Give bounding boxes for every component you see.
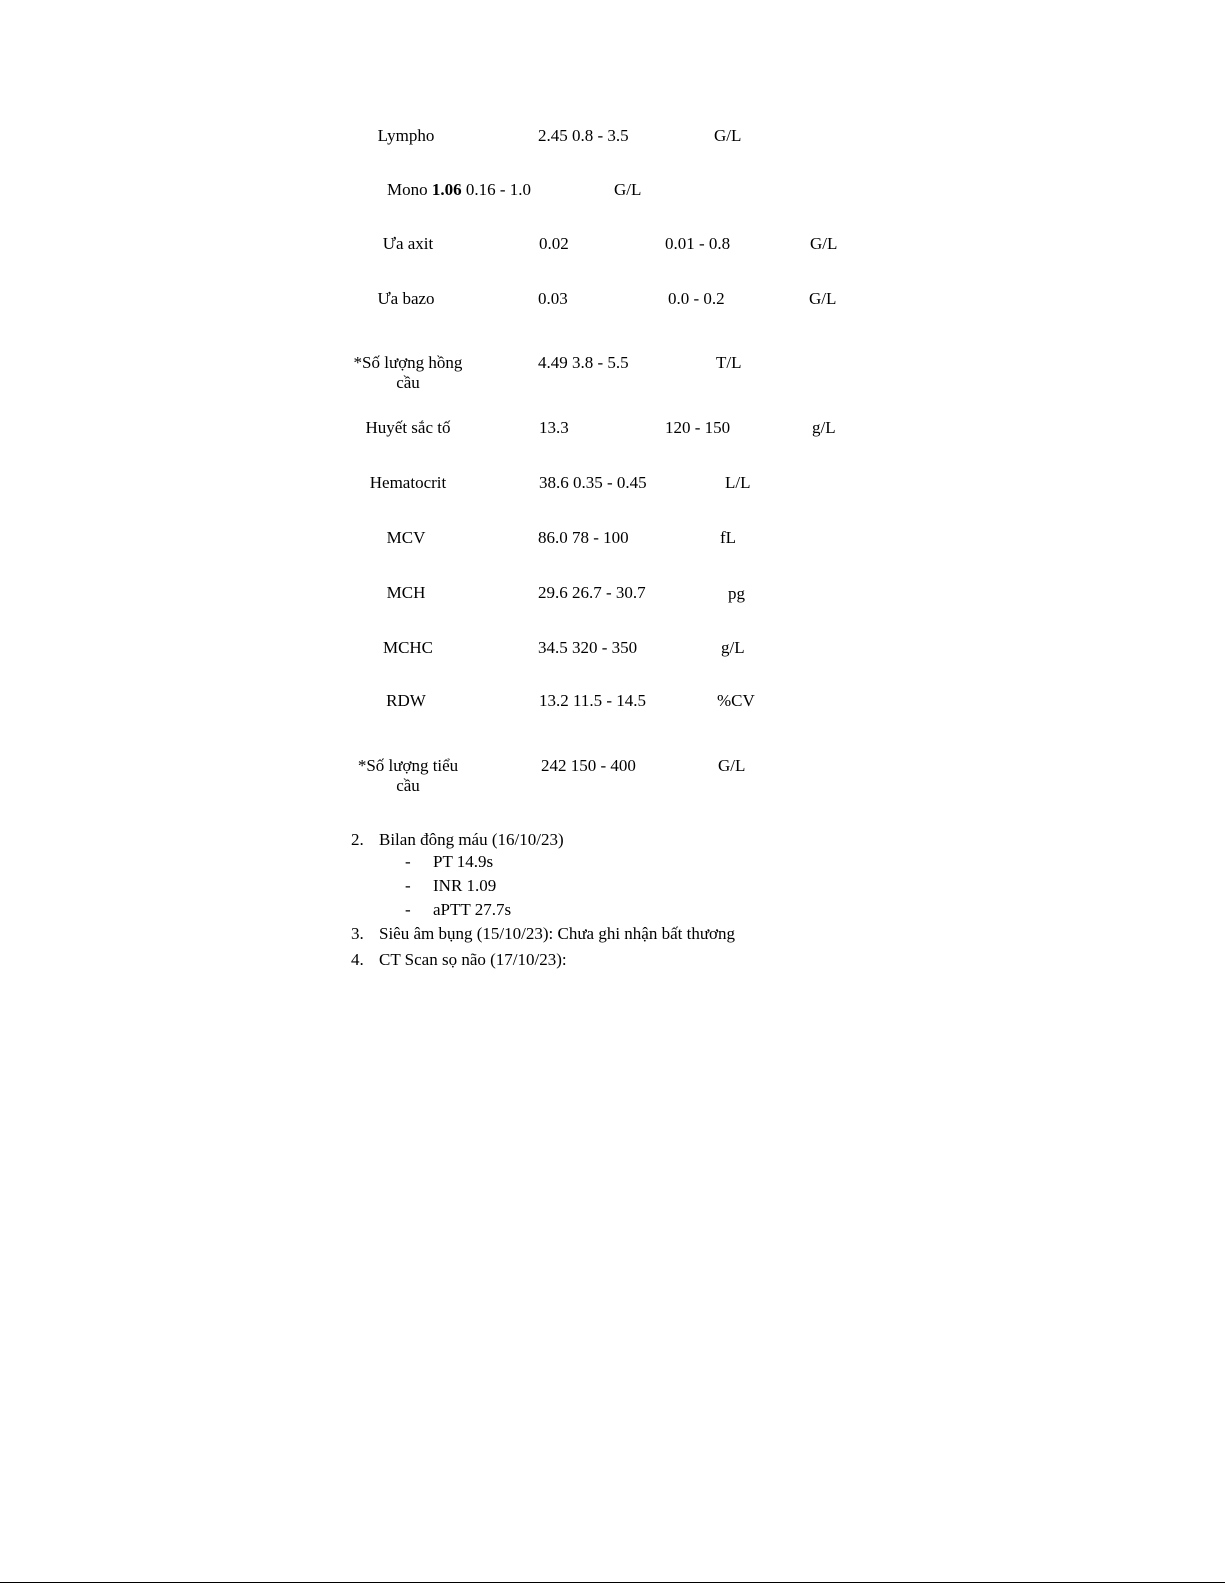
bullet-inr <box>405 876 496 896</box>
lab-range-ua-axit: 0.01 - 0.8 <box>665 234 731 253</box>
bullet-aptt <box>405 900 511 920</box>
lab-unit-so-luong-hong-cau: T/L <box>716 353 742 372</box>
lab-result-range-hematocrit: 38.6 0.35 - 0.45 <box>539 473 647 492</box>
lab-result-huyet-sac-to: 13.3 <box>539 418 569 437</box>
bullet-marker: - <box>405 852 411 871</box>
lab-name-so-luong-tieu-cau-line2: cầu <box>396 776 420 795</box>
bullet-marker: - <box>405 900 411 919</box>
lab-name-so-luong-hong-cau-line2: cầu <box>396 373 420 392</box>
lab-result-range-so-luong-hong-cau: 4.49 3.8 - 5.5 <box>538 353 629 372</box>
section-ct-scan-so-nao <box>351 950 567 970</box>
lab-range-mono: 0.16 - 1.0 <box>465 180 532 199</box>
lab-result-range-so-luong-tieu-cau: 242 150 - 400 <box>541 756 636 775</box>
lab-name-so-luong-tieu-cau-line1: *Số lượng tiểu <box>357 756 459 775</box>
lab-unit-mono: G/L <box>614 180 642 199</box>
lab-result-ua-bazo: 0.03 <box>538 289 568 308</box>
lab-name-ua-axit: Ưa axit <box>382 234 434 253</box>
bullet-text: INR 1.09 <box>433 876 497 895</box>
lab-result-range-rdw: 13.2 11.5 - 14.5 <box>539 691 647 710</box>
lab-name-mchc: MCHC <box>382 638 434 657</box>
lab-range-ua-bazo: 0.0 - 0.2 <box>668 289 725 308</box>
lab-result-range-mch: 29.6 26.7 - 30.7 <box>538 583 646 602</box>
section-number: 2. <box>351 830 364 849</box>
lab-name-so-luong-tieu-cau <box>346 756 470 796</box>
lab-row-mono <box>387 180 531 200</box>
lab-unit-ua-bazo: G/L <box>809 289 837 308</box>
lab-name-so-luong-hong-cau-line1: *Số lượng hồng <box>353 353 463 372</box>
lab-unit-rdw: %CV <box>717 691 755 710</box>
lab-name-mcv: MCV <box>386 528 426 547</box>
lab-unit-huyet-sac-to: g/L <box>812 418 836 437</box>
lab-result-ua-axit: 0.02 <box>539 234 569 253</box>
lab-name-mono: Mono <box>387 180 428 199</box>
lab-result-mono: 1.06 <box>431 180 462 199</box>
lab-range-huyet-sac-to: 120 - 150 <box>665 418 731 437</box>
lab-unit-hematocrit: L/L <box>725 473 751 492</box>
bullet-pt <box>405 852 493 872</box>
bullet-text: PT 14.9s <box>433 852 494 871</box>
page-bottom-border <box>0 1582 1225 1583</box>
lab-name-ua-bazo: Ưa bazo <box>377 289 435 308</box>
lab-result-range-mchc: 34.5 320 - 350 <box>538 638 638 657</box>
lab-unit-mchc: g/L <box>721 638 745 657</box>
lab-result-range-lympho: 2.45 0.8 - 3.5 <box>538 126 629 145</box>
section-title: CT Scan sọ não (17/10/23): <box>379 950 567 969</box>
lab-result-range-mcv: 86.0 78 - 100 <box>538 528 629 547</box>
lab-unit-mcv: fL <box>720 528 737 547</box>
section-title: Bilan đông máu (16/10/23) <box>379 830 564 849</box>
lab-name-huyet-sac-to: Huyết sắc tố <box>365 418 451 437</box>
lab-name-mch: MCH <box>386 583 426 602</box>
lab-unit-mch: pg <box>728 584 745 603</box>
lab-name-hematocrit: Hematocrit <box>369 473 447 492</box>
bullet-text: aPTT 27.7s <box>433 900 512 919</box>
section-number: 4. <box>351 950 364 969</box>
lab-unit-lympho: G/L <box>714 126 742 145</box>
section-number: 3. <box>351 924 364 943</box>
section-bilan-dong-mau <box>351 830 564 850</box>
lab-unit-ua-axit: G/L <box>810 234 838 253</box>
bullet-marker: - <box>405 876 411 895</box>
section-sieu-am-bung <box>351 924 735 944</box>
lab-unit-so-luong-tieu-cau: G/L <box>718 756 746 775</box>
section-title: Siêu âm bụng (15/10/23): Chưa ghi nhận bất thương <box>379 924 736 943</box>
lab-name-so-luong-hong-cau <box>346 353 470 393</box>
lab-name-rdw: RDW <box>386 691 426 710</box>
lab-name-lympho: Lympho <box>377 126 435 145</box>
